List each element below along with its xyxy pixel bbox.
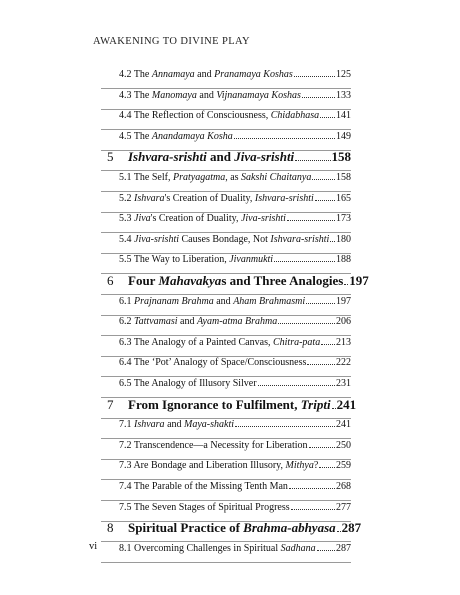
entry-title [119, 337, 320, 348]
title-segment: 6.5 The Analogy of Illusory Silver [119, 378, 257, 389]
page-number: 149 [336, 130, 351, 142]
entry-title [119, 543, 316, 554]
toc-entry [128, 396, 357, 413]
entry-title [119, 90, 301, 101]
title-italic-segment: Ishvara-srishti [254, 192, 314, 204]
entry-title [119, 296, 305, 307]
title-italic-segment: Chidabhasa [270, 110, 320, 122]
entry-title [128, 520, 336, 536]
toc-entry [119, 502, 351, 513]
title-italic-segment: Ishvara-srishti [128, 149, 207, 165]
title-italic-segment: Mahavakya [158, 273, 222, 288]
toc-entry [119, 337, 351, 348]
page-number: 259 [336, 460, 351, 472]
title-segment: 7.1 [119, 419, 134, 431]
dot-leader [291, 509, 335, 510]
title-italic-segment: Anandamaya Kosha [151, 130, 233, 142]
dot-leader [317, 550, 335, 551]
dot-leader [330, 241, 335, 242]
page-number: 287 [341, 520, 362, 536]
toc-entry [128, 520, 362, 536]
dot-leader [337, 531, 341, 532]
title-segment: 5.4 [119, 233, 134, 245]
toc-entry [128, 149, 351, 165]
chapter-number: 7 [107, 396, 114, 412]
title-segment: and [177, 316, 197, 328]
dot-leader [235, 426, 335, 427]
title-italic-segment: Jiva [134, 213, 151, 225]
page-number: 180 [336, 233, 351, 245]
toc-entry [119, 543, 351, 554]
toc-entry [119, 69, 351, 80]
title-segment: 7.4 The Parable of the Missing Tenth Man [119, 481, 288, 492]
title-italic-segment: Jiva-srishti [240, 213, 286, 225]
title-segment: 4.2 The [119, 69, 152, 80]
title-segment: 's Creation of Duality, [150, 213, 241, 225]
folio-page-number: vi [89, 541, 98, 552]
title-segment: Causes Bondage, Not [179, 233, 271, 245]
page-number: 213 [336, 336, 351, 348]
dot-leader [321, 344, 335, 345]
title-segment: Spiritual Practice of [128, 520, 244, 536]
dot-leader [344, 284, 348, 285]
title-italic-segment: Ishvara [134, 192, 165, 204]
entry-title [119, 131, 233, 142]
page-number: 241 [336, 419, 351, 431]
title-italic-segment: Tattvamasi [134, 316, 178, 328]
title-italic-segment: Aham Brahmasmi [233, 295, 306, 307]
title-italic-segment: Jiva-srishti [134, 233, 179, 245]
title-segment: s and Three Analogies [221, 273, 344, 288]
entry-title [119, 234, 329, 245]
title-segment: ? [313, 460, 319, 472]
title-segment: 6.4 The ‘Pot’ Analogy of Space/Consciousness [119, 357, 307, 369]
title-italic-segment: Jiva-srishti [234, 149, 295, 165]
title-segment: 7.3 Are Bondage and Liberation Illusory, [119, 460, 286, 472]
dot-leader [315, 200, 335, 201]
toc-entry [128, 273, 369, 289]
title-segment: and [164, 419, 185, 431]
title-italic-segment: Mithya [285, 460, 314, 472]
toc-entry [119, 357, 351, 368]
dot-leader [319, 467, 335, 468]
title-segment: 5.1 The Self, [119, 172, 173, 183]
title-segment: and [213, 295, 234, 307]
entry-title [119, 69, 293, 80]
title-italic-segment: Tripti [300, 396, 331, 412]
toc-entry [119, 172, 351, 183]
title-italic-segment: Sakshi Chaitanya [241, 172, 312, 183]
page-number: 250 [336, 439, 351, 451]
running-header: AWAKENING TO DIVINE PLAY [93, 36, 251, 47]
title-italic-segment: Vijnanamaya Koshas [216, 89, 301, 101]
page-number: 287 [336, 542, 351, 554]
entry-title [119, 254, 273, 265]
dot-leader [307, 364, 335, 365]
page-number: 173 [336, 213, 351, 225]
title-segment: and [196, 89, 217, 101]
dot-leader [306, 303, 335, 304]
entry-title [128, 397, 331, 413]
entry-title [119, 419, 234, 430]
chapter-number: 8 [107, 520, 114, 536]
toc-entry [119, 193, 351, 204]
page-number: 158 [331, 149, 351, 165]
title-segment: and [206, 149, 235, 165]
entry-title [119, 440, 308, 451]
page-number: 206 [336, 316, 351, 328]
toc-entry [119, 254, 351, 265]
title-italic-segment: Ishvara [134, 419, 165, 431]
title-italic-segment: Pratyagatma [172, 172, 226, 183]
entry-title [119, 502, 290, 513]
entry-title [119, 193, 314, 204]
dot-leader [274, 261, 335, 262]
entry-title [119, 110, 319, 121]
toc-entry [119, 481, 351, 492]
title-segment: 7.2 Transcendence—a Necessity for Liberation [119, 439, 308, 451]
title-segment: 4.3 The [119, 89, 152, 101]
toc-entry [119, 378, 351, 389]
title-segment: 6.2 [119, 316, 134, 328]
title-segment: , as [225, 172, 242, 183]
page-number: 125 [336, 69, 351, 80]
toc-entry [119, 234, 351, 245]
entry-title [119, 172, 311, 183]
toc-entry [119, 213, 351, 224]
toc-entry [119, 110, 351, 121]
title-segment: 's Creation of Duality, [164, 192, 255, 204]
entry-title [119, 460, 318, 471]
dot-leader [302, 97, 335, 98]
title-segment: 4.4 The Reflection of Consciousness, [119, 110, 271, 122]
toc-entry [119, 296, 351, 307]
dot-leader [309, 447, 335, 448]
title-segment: 5.2 [119, 192, 134, 204]
title-italic-segment: Brahma-abhyasa [243, 520, 336, 536]
title-segment: From Ignorance to Fulfilment, [128, 396, 301, 412]
page-number: 133 [336, 89, 351, 101]
toc-entry [119, 90, 351, 101]
title-segment: 6.1 [119, 295, 134, 307]
dot-leader [234, 138, 335, 139]
title-italic-segment: Ayam-atma Brahma [196, 316, 278, 328]
chapter-number: 5 [107, 149, 114, 165]
entry-title [119, 357, 306, 368]
page-number: 241 [336, 396, 357, 412]
page-number: 222 [336, 357, 351, 369]
entry-title [119, 213, 286, 224]
entry-title [119, 316, 277, 327]
title-italic-segment: Prajnanam Brahma [134, 295, 214, 307]
toc-entry [119, 440, 351, 451]
dot-leader [287, 220, 335, 221]
title-italic-segment: Annamaya [151, 69, 195, 80]
row-divider [101, 562, 351, 563]
page-number: 231 [336, 378, 351, 389]
title-italic-segment: Jivanmukti [229, 254, 274, 266]
page-number: 165 [336, 192, 351, 204]
title-segment: 4.5 The [119, 130, 152, 142]
toc-entry [119, 419, 351, 430]
title-italic-segment: Sadhana [280, 542, 316, 554]
toc-entry [119, 131, 351, 142]
dot-leader [295, 160, 330, 161]
dot-leader [312, 179, 335, 180]
dot-leader [289, 488, 335, 489]
page-number: 197 [349, 273, 369, 288]
page-number: 141 [336, 110, 351, 122]
title-segment: 6.3 The Analogy of a Painted Canvas, [119, 336, 273, 348]
title-italic-segment: Chitra-pata [272, 336, 321, 348]
dot-leader [320, 117, 335, 118]
toc-entry [119, 316, 351, 327]
entry-title [128, 149, 294, 165]
page-number: 268 [336, 481, 351, 492]
page-number: 158 [336, 172, 351, 183]
title-segment: and [194, 69, 215, 80]
chapter-number: 6 [107, 273, 114, 288]
toc-entry [119, 460, 351, 471]
entry-title [128, 273, 343, 289]
title-segment: 7.5 The Seven Stages of Spiritual Progress [119, 501, 290, 513]
dot-leader [278, 323, 335, 324]
entry-title [119, 481, 288, 492]
entry-title [119, 378, 257, 389]
toc-section-row [101, 539, 351, 563]
title-segment: 8.1 Overcoming Challenges in Spiritual [119, 542, 281, 554]
title-italic-segment: Ishvara-srishti [270, 233, 330, 245]
page-number: 197 [336, 295, 351, 307]
dot-leader [294, 76, 335, 77]
page-number: 277 [336, 501, 351, 513]
title-segment: 5.5 The Way to Liberation, [119, 254, 230, 266]
title-segment: 5.3 [119, 213, 134, 225]
dot-leader [258, 385, 335, 386]
title-italic-segment: Pranamaya Koshas [214, 69, 293, 80]
title-segment: Four [128, 273, 159, 288]
title-italic-segment: Manomaya [151, 89, 197, 101]
dot-leader [332, 408, 336, 409]
page-number: 188 [336, 254, 351, 266]
title-italic-segment: Maya-shakti [184, 419, 235, 431]
